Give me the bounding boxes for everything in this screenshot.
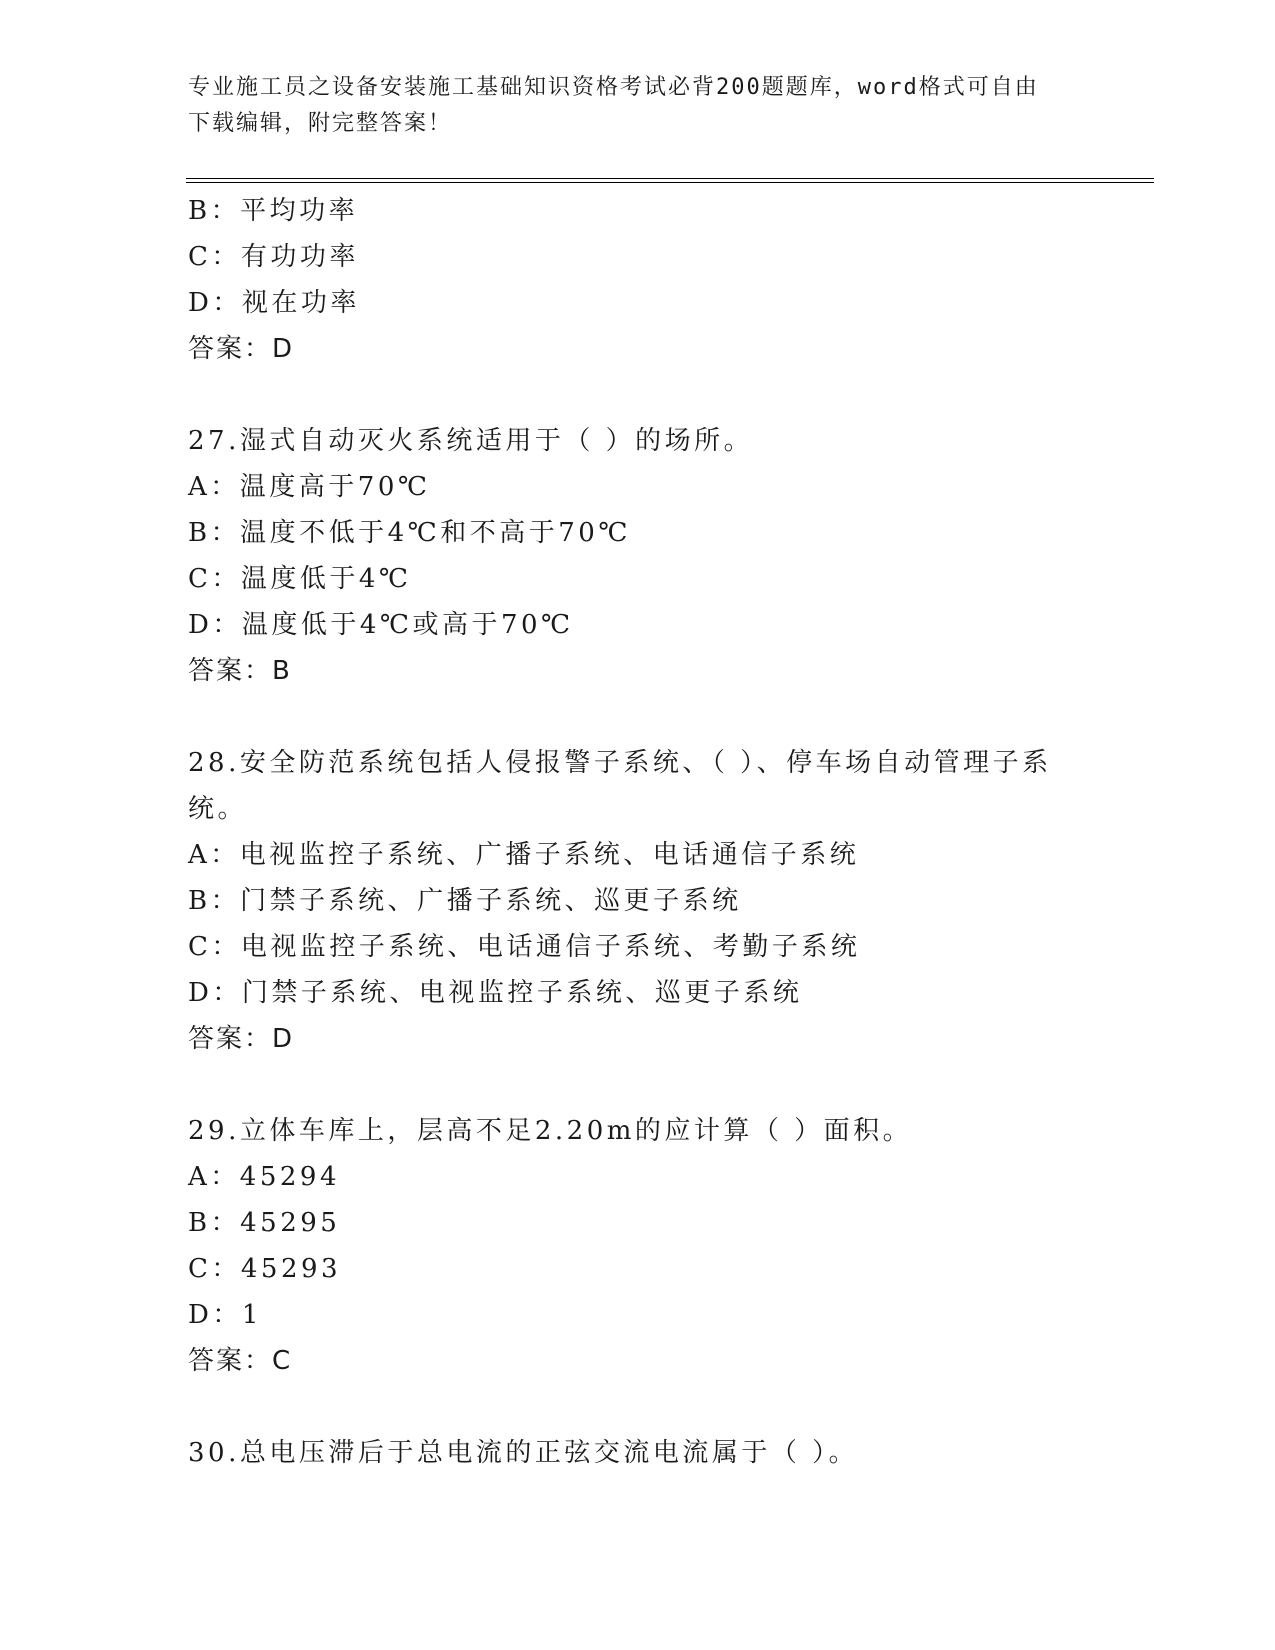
header-line-1: 专业施工员之设备安装施工基础知识资格考试必背200题题库，word格式可自由 (188, 75, 1039, 100)
option-b: B：45295 (188, 1208, 341, 1238)
answer-text: 答案：C (188, 1346, 293, 1376)
question-30 (188, 1430, 1088, 1476)
question-text: 29.立体车库上，层高不足2.20m的应计算（ ）面积。 (188, 1116, 913, 1146)
question-text: 30.总电压滞后于总电流的正弦交流电流属于（ ）。 (188, 1438, 859, 1468)
question-list (188, 188, 1088, 1476)
option-b: B：平均功率 (188, 196, 359, 226)
answer-text: 答案：B (188, 656, 292, 686)
spacer (188, 1384, 1088, 1430)
option-d: D：视在功率 (188, 288, 360, 318)
option-d: D：温度低于4℃或高于70℃ (188, 610, 574, 640)
header-divider-bottom (186, 182, 1154, 183)
header-divider-top (186, 178, 1154, 179)
option-c: C：电视监控子系统、电话通信子系统、考勤子系统 (188, 932, 861, 962)
question-29 (188, 1108, 1088, 1384)
answer-text: 答案：D (188, 334, 295, 364)
question-text-line-1: 28.安全防范系统包括人侵报警子系统、（ ）、停车场自动管理子系 (188, 748, 1052, 778)
option-c: C：有功功率 (188, 242, 359, 272)
option-b: B：温度不低于4℃和不高于70℃ (188, 518, 631, 548)
option-a: A：电视监控子系统、广播子系统、电话通信子系统 (188, 840, 860, 870)
option-d: D：门禁子系统、电视监控子系统、巡更子系统 (188, 978, 803, 1008)
question-text-line-2: 统。 (188, 794, 248, 824)
header-line-2: 下载编辑，附完整答案！ (188, 111, 453, 136)
spacer (188, 694, 1088, 740)
option-c: C：温度低于4℃ (188, 564, 412, 594)
question-text: 27.湿式自动灭火系统适用于（ ）的场所。 (188, 426, 754, 456)
document-header (188, 70, 1088, 142)
option-a: A：温度高于70℃ (188, 472, 431, 502)
option-d: D：1 (188, 1300, 262, 1330)
option-c: C：45293 (188, 1254, 342, 1284)
question-28 (188, 740, 1088, 1062)
spacer (188, 1062, 1088, 1108)
option-b: B：门禁子系统、广播子系统、巡更子系统 (188, 886, 742, 916)
spacer (188, 372, 1088, 418)
question-26 (188, 188, 1088, 372)
option-a: A：45294 (188, 1162, 340, 1192)
answer-text: 答案：D (188, 1024, 295, 1054)
question-27 (188, 418, 1088, 694)
